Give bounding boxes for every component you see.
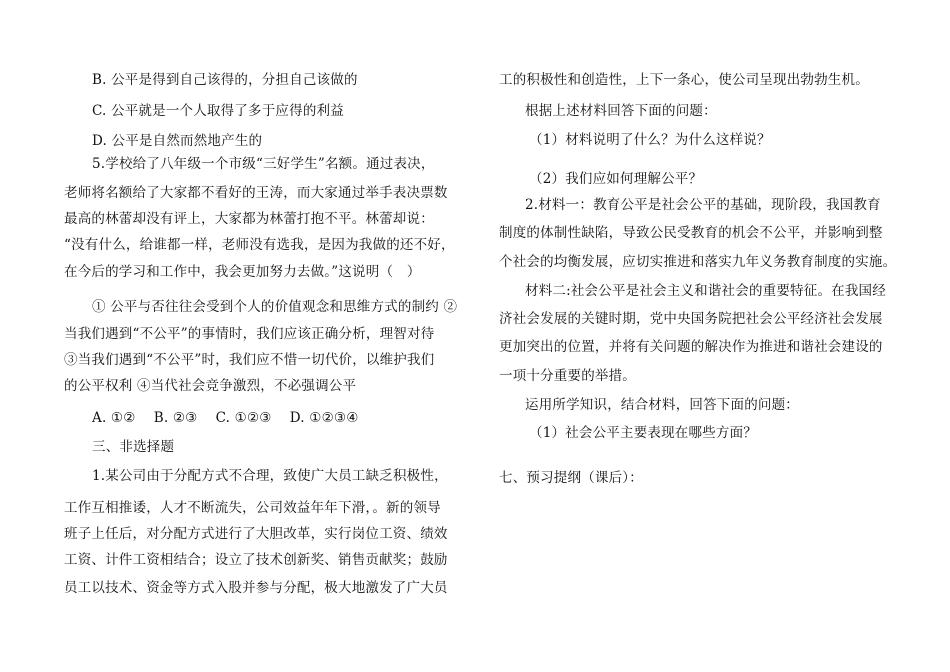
question-1-line-1: 1.某公司由于分配方式不合理，致使广大员工缺乏积极性， <box>92 468 448 484</box>
question-1-line-4: 工资、计件工资相结合；设立了技术创新奖、销售贡献奖；鼓励 <box>64 552 448 568</box>
question-1-line-6: 工的积极性和创造性，上下一条心，使公司呈现出勃勃生机。 <box>499 72 869 88</box>
option-c: C. 公平就是一个人取得了多于应得的利益 <box>92 103 344 119</box>
answer-space <box>529 150 539 166</box>
question-1-line-2: 工作互相推诿，人才不断流失，公司效益年年下滑，。新的领导 <box>64 500 441 516</box>
question-1-subquestion-1: （1）材料说明了什么？为什么这样说？ <box>529 132 771 148</box>
question-1-instruction: 根据上述材料回答下面的问题： <box>525 103 717 119</box>
section-heading-preview-outline: 七、预习提纲（课后）： <box>499 470 643 486</box>
question-5-options: A. ①② B. ②③ C. ①②③ D. ①②③④ <box>92 410 359 426</box>
answer-space-2 <box>529 445 539 461</box>
option-d: D. 公平是自然而然地产生的 <box>92 133 263 149</box>
question-2-material-1-line-2: 制度的体制性缺陷，导致公民受教育的机会不公平，并影响到整 <box>499 225 883 241</box>
section-heading-non-choice: 三、非选择题 <box>92 439 175 455</box>
question-1-line-5: 员工以技术、资金等方式入股并参与分配，极大地激发了广大员 <box>64 580 448 596</box>
question-5-line-4: “没有什么，给谁都一样，老师没有选我，是因为我做的还不好， <box>64 237 455 253</box>
question-2-material-2-line-3: 更加突出的位置，并将有关问题的解决作为推进和谐社会建设的 <box>499 339 883 355</box>
question-5-line-3: 最高的林蕾却没有评上，大家都为林蕾打抱不平。林蕾却说： <box>64 211 434 227</box>
question-5-statement-1: ① 公平与否往往会受到个人的价值观念和思维方式的制约 ② <box>92 299 458 315</box>
question-2-material-1-line-3: 个社会的均衡发展，应切实推进和落实九年义务教育制度的实施。 <box>499 254 897 270</box>
question-2-material-2-line-4: 一项十分重要的举措。 <box>499 368 636 384</box>
question-2-material-2-line-1: 材料二:社会公平是社会主义和谐社会的重要特征。在我国经 <box>525 283 886 299</box>
question-2-material-2-line-2: 济社会发展的关键时期，党中央国务院把社会公平经济社会发展 <box>499 311 883 327</box>
question-1-subquestion-2: （2）我们应如何理解公平？ <box>529 171 703 187</box>
question-5-line-5: 在今后的学习和工作中，我会更加努力去做。”这说明（ ） <box>64 264 421 280</box>
question-1-line-3: 班子上任后，对分配方式进行了大胆改革，实行岗位工资、绩效 <box>64 526 448 542</box>
question-2-material-1-line-1: 2.材料一：教育公平是社会公平的基础，现阶段，我国教育 <box>525 197 881 213</box>
question-5-statement-4: 的公平权利 ④当代社会竞争激烈，不必强调公平 <box>64 378 357 394</box>
question-5-line-1: 5.学校给了八年级一个市级“三好学生”名额。通过表决， <box>92 156 435 172</box>
question-2-instruction: 运用所学知识，结合材料，回答下面的问题： <box>525 397 799 413</box>
question-5-statement-3: ③当我们遇到“不公平”时，我们应不惜一切代价，以维护我们 <box>64 352 435 368</box>
option-b: B. 公平是得到自己该得的，分担自己该做的 <box>92 72 358 88</box>
question-5-statement-2: 当我们遇到“不公平”的事情时，我们应该正确分析，理智对待 <box>64 326 435 342</box>
question-2-subquestion-1: （1）社会公平主要表现在哪些方面？ <box>529 425 757 441</box>
question-5-line-2: 老师将名额给了大家都不看好的王涛，而大家通过举手表决票数 <box>64 185 448 201</box>
